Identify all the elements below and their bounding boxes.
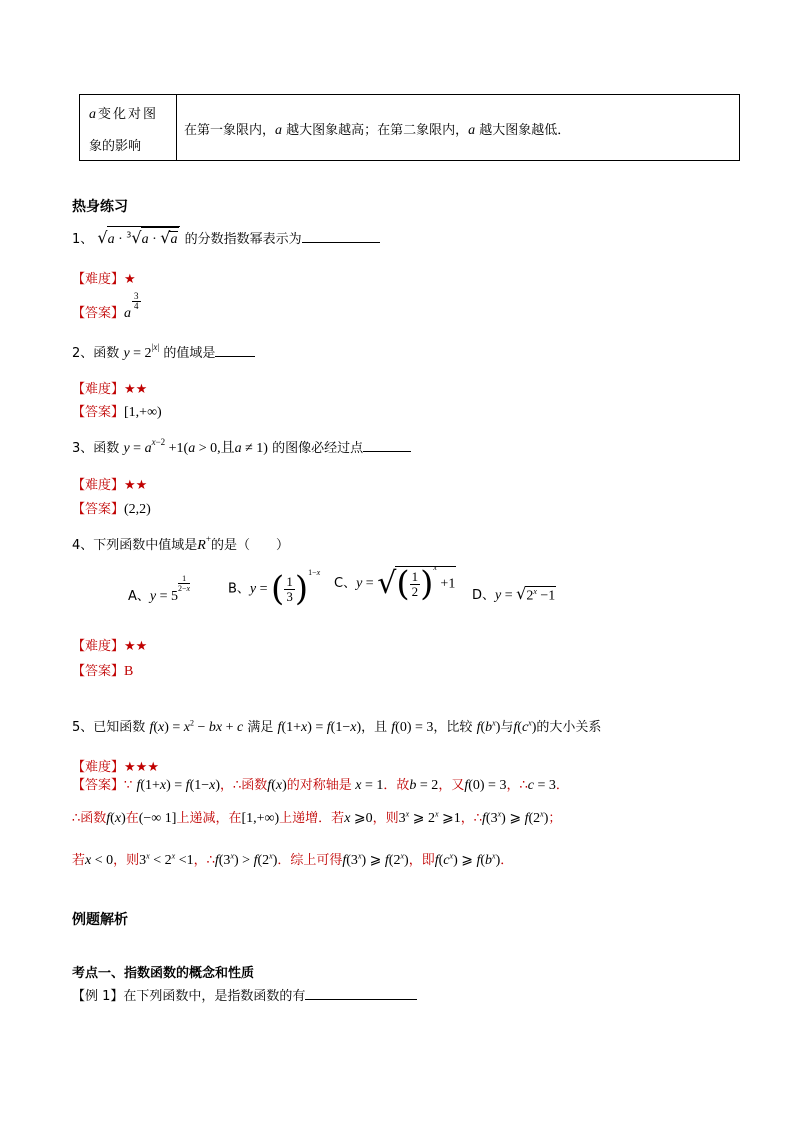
table-content-cell: 在第一象限内，a 越大图象越高；在第二象限内，a 越大图象越低． [184,123,571,138]
table-label-line2: 象的影响 [89,139,142,154]
q2-line: 2、函数 $y = 2^{|x|}$ 的值域是 [72,342,255,362]
q3-blank [363,439,411,452]
q3-answer: 【答案】(2,2) [72,502,151,517]
q2-answer: 【答案】[1,+∞) [72,405,162,420]
q5-answer-line2: ∴函数f(x)在(−∞ 1]上递减，在[1,+∞)上递增．若x ⩾0，则3$^x$ ⩾ 2$^x$ ⩾1，∴f(3$^x$) ⩾ f(2$^x$)； [72,809,562,826]
q5-answer-line3: 若x < 0，则$3^x < 2^x <1$，$\therefore f(3^x) > f(2^x)$．综上可得f(3$^x$) ⩾ f(2$^x$)，即$f(c^x)$ ⩾ $f(b^x)$． [72,851,514,868]
q4-option-a: A、y = 5 $\frac{1}{2-x}$ [128,574,191,604]
q2-difficulty: 【难度】★★ [72,382,148,397]
warmup-heading: 热身练习 [72,199,128,215]
q1-line: 1、 √a · $^3$√a · √a 的分数指数幂表示为 [72,226,380,248]
q1-blank [302,230,380,243]
property-table [79,94,740,161]
table-label-line1: a变化对图 [89,107,159,122]
q1-answer: 【答案】a $\frac{3}{4}$ [72,291,139,321]
q1-answer-exponent: $\frac{3}{4}$ [134,291,139,311]
topic-heading: 考点一、指数函数的概念和性质 [72,966,255,981]
q5-answer-line1: 【答案】∵ f(1+x) = f(1−x)，∴函数f(x)的对称轴是 x = 1．故b = 2，又f(0) = 3，∴c = 3． [72,778,569,793]
q3-difficulty: 【难度】★★ [72,478,148,493]
q4-option-d: D、$y = √2^x -1$ [472,584,556,603]
q4-answer: 【答案】B [72,664,134,679]
q4-line: 4、下列函数中值域是R+的是（ ） [72,534,289,553]
q4-option-b: B、y = ( $\frac{1}{3}$ )$^{1-x}$ [228,567,321,609]
table-label-cell [80,95,177,160]
q3-line: 3、函数 $y = a^{x-2} +1(a > 0$,且a ≠ 1) 的图像必经过点 [72,437,411,457]
q5-line: 5、已知函数 $f(x) = x^2$ − bx + c 满足 f(1+x) = f(1−x)，且 f(0) = 3，比较 $f(b^x)$与$f(c^x)$的大小关系 [72,718,602,735]
q4-option-c: C、y = √( $\frac{1}{2}$ )$^x$ +1 [334,562,456,604]
q5-difficulty: 【难度】★★★ [72,760,159,775]
q2-blank [215,344,255,357]
example1-line: 【例 1】在下列函数中，是指数函数的有 [72,985,417,1004]
example1-blank [305,987,417,1000]
q1-formula: √a · $^3$√a · √a [97,232,180,247]
examples-heading: 例题解析 [72,912,128,928]
q1-difficulty: 【难度】★ [72,272,136,287]
q4-difficulty: 【难度】★★ [72,639,148,654]
